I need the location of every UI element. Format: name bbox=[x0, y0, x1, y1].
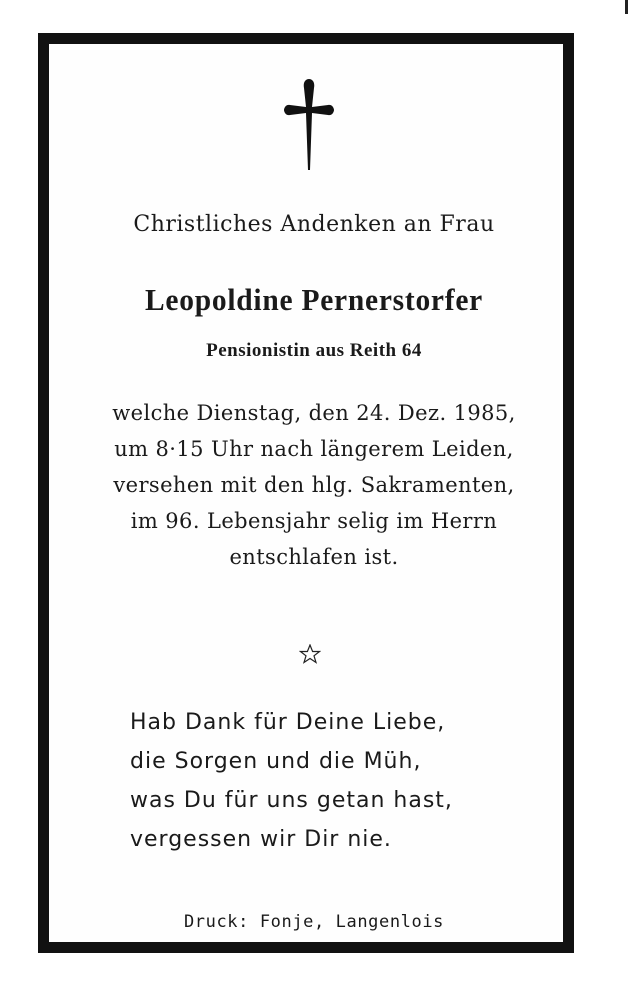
obituary-line: welche Dienstag, den 24. Dez. 1985, bbox=[112, 401, 516, 425]
verse-line: die Sorgen und die Müh, bbox=[130, 749, 422, 774]
obituary-line: im 96. Lebensjahr selig im Herrn bbox=[130, 509, 498, 533]
printer-credit: Druck: Fonje, Langenlois bbox=[183, 912, 445, 932]
obituary-line: um 8·15 Uhr nach längerem Leiden, bbox=[114, 437, 514, 461]
deceased-name: Leopoldine Pernerstorfer bbox=[144, 282, 483, 317]
verse-line: vergessen wir Dir nie. bbox=[130, 827, 392, 852]
memorial-verse bbox=[130, 703, 453, 859]
obituary-line: entschlafen ist. bbox=[229, 545, 399, 569]
intro-line: Christliches Andenken an Frau bbox=[133, 212, 495, 237]
star-icon bbox=[299, 644, 321, 666]
cross-icon bbox=[284, 77, 334, 172]
obituary-text bbox=[38, 395, 590, 575]
verse-line: was Du für uns getan hast, bbox=[130, 788, 453, 813]
verse-line: Hab Dank für Deine Liebe, bbox=[130, 710, 446, 735]
obituary-line: versehen mit den hlg. Sakramenten, bbox=[113, 473, 515, 497]
deceased-description: Pensionistin aus Reith 64 bbox=[206, 340, 422, 361]
